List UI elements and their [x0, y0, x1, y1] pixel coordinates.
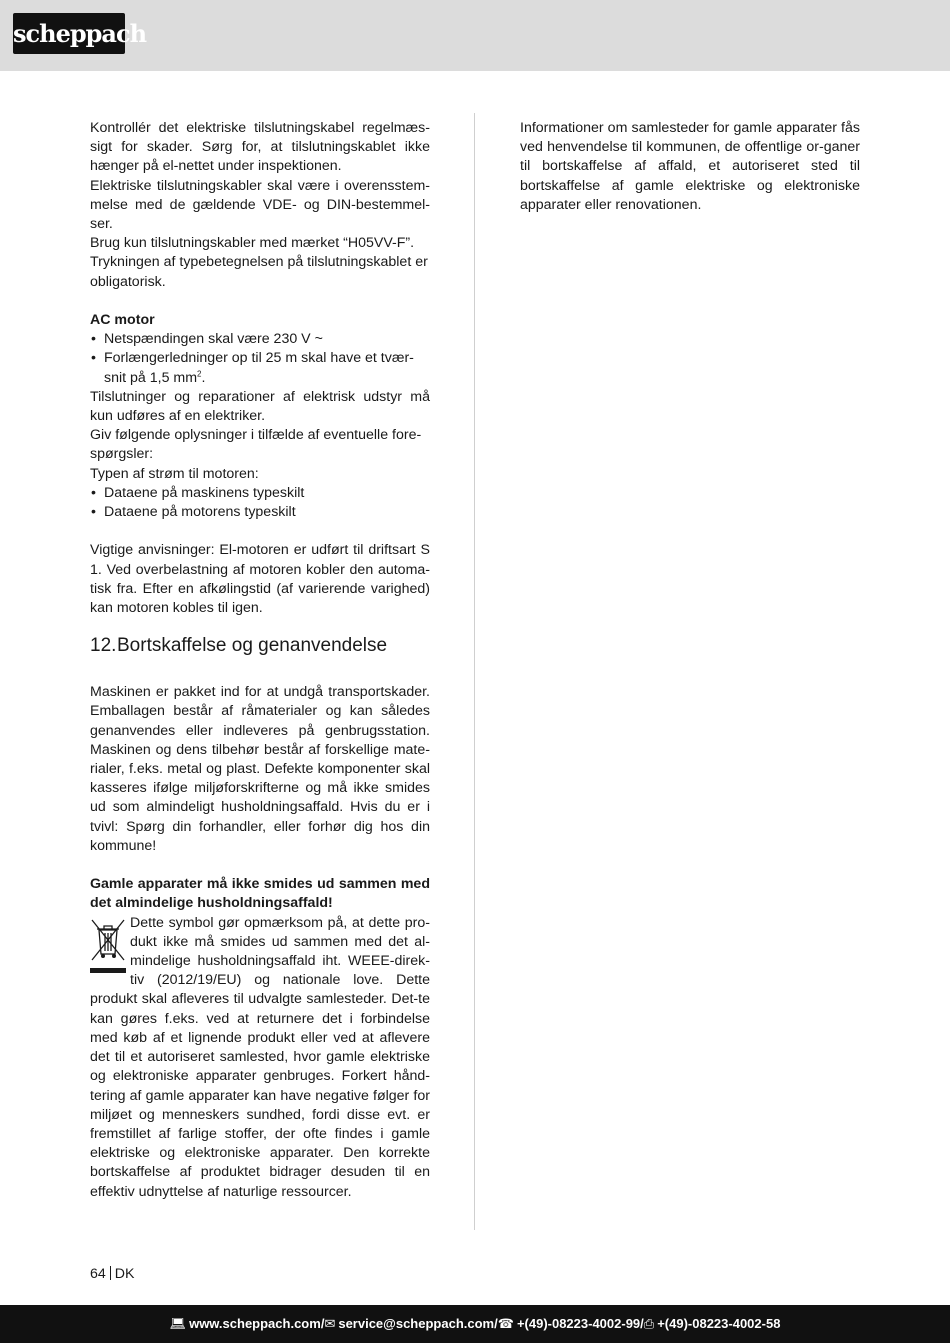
envelope-icon: ✉︎	[324, 1316, 336, 1331]
collection-info-paragraph: Informationer om samlesteder for gamle apparater fås ved henvendelse til kommunen, de offentlige or-ganer til bortskaffelse af affald, et autoriseret sted til bortskaffelse af gamle elektriske og elektroniske apparater eller renovationen.	[520, 120, 860, 213]
weee-block	[90, 914, 430, 1202]
crossed-bin-icon	[90, 916, 126, 974]
list-item: • Dataene på maskinens typeskilt	[90, 484, 430, 503]
website-link[interactable]: www.scheppach.com	[189, 1316, 321, 1331]
list-item: • Forlængerledninger op til 25 m skal have et tvær-snit på 1,5 $mm^2$.	[90, 349, 430, 387]
list-item: • Dataene på motorens typeskilt	[90, 503, 430, 522]
fax-icon: ⎙	[643, 1316, 655, 1331]
weee-heading: Gamle apparater må ikke smides ud sammen med det almindelige husholdningsaffald!	[90, 876, 430, 912]
scheppach-logo: scheppach	[13, 13, 125, 54]
phone-number: +(49)-08223-4002-99	[516, 1316, 641, 1331]
important-notes-paragraph: Vigtige anvisninger: El-motoren er udført til driftsart S 1. Ved overbelastning af motoren kobler den automa-tisk fra. Efter en afkølingstid (af varierende varighed) kan motoren kobles til igen.	[90, 542, 430, 617]
weee-paragraph: Dette symbol gør opmærksom på, at dette pro-dukt ikke må smides ud sammen med det al-mindelige husholdningsaffald iht. WEEE-direk-tiv (2012/19/EU) og nationale love. Dette produkt skal afleveres til udvalgte samlesteder. Det-te kan gøres f.eks. ved at returnere det i forbindelse med køb af et lignende produkt eller ved at aflevere det til et autoriseret samlested, hvor gamle elektriske og elektroniske apparater genbruges. Forkert hånd-tering af gamle apparater kan have negative følger for miljøet og menneskers sundhed, fordi disse evt. er fremstillet af farlige stoffer, der ofte findes i gamle elektriske og elektroniske apparater. Den korrekte bortskaffelse af produktet bidrager desuden til en effektiv udnyttelse af naturlige ressourcer.	[90, 914, 430, 1200]
right-column	[520, 119, 860, 215]
ac-motor-heading: AC motor	[90, 312, 155, 329]
computer-icon: 💻︎	[169, 1316, 187, 1331]
intro-paragraph-4: Trykningen af typebetegnelsen på tilslutningskablet er obligatorisk.	[90, 254, 428, 290]
page-header	[0, 0, 950, 71]
inquiry-paragraph: Giv følgende oplysninger i tilfælde af eventuelle fore-spørgsler:	[90, 427, 422, 463]
list-item: • Netspændingen skal være 230 V ~	[90, 330, 430, 349]
type-plate-list	[90, 484, 430, 522]
disposal-paragraph: Maskinen er pakket ind for at undgå transportskader. Emballagen består af råmaterialer og kan således genanvendes eller indleveres på genbrugsstation. Maskinen og dens tilbehør består af forskellige mate-rialer, f.eks. metal og plast. Defekte komponenter skal kasseres ifølge miljøforskrifterne og må ikke smides ud som almindeligt husholdningsaffald. Hvis du er i tvivl: Spørg din forhandler, eller forhør dig hos din kommune!	[90, 684, 430, 854]
column-divider	[474, 113, 475, 1230]
left-column	[90, 119, 430, 1202]
ac-motor-list	[90, 330, 430, 388]
contact-bar: 💻︎ www.scheppach.com/✉︎ service@scheppach.com/☎︎ +(49)-08223-4002-99/⎙ +(49)-08223-4002-58	[0, 1305, 950, 1343]
electrician-paragraph: Tilslutninger og reparationer af elektrisk udstyr må kun udføres af en elektriker.	[90, 388, 430, 425]
intro-paragraph-3: Brug kun tilslutningskabler med mærket “H05VV-F”.	[90, 235, 415, 252]
fax-number: +(49)-08223-4002-58	[657, 1316, 781, 1331]
email-link[interactable]: service@scheppach.com	[338, 1316, 495, 1331]
page-number: 64 DK	[90, 1266, 135, 1282]
intro-paragraph-1: Kontrollér det elektriske tilslutningskabel regelmæs-sigt for skader. Sørg for, at tilslutningskablet ikke hænger på el-nettet under inspektionen.	[90, 120, 430, 175]
section-12-heading: 12.Bortskaffelse og genanvendelse	[90, 635, 388, 657]
current-type-label: Typen af strøm til motoren:	[90, 465, 259, 482]
phone-icon: ☎︎	[497, 1316, 514, 1331]
intro-paragraph-2: Elektriske tilslutningskabler skal være i overensstem-melse med de gældende VDE- og DIN-bestemmel-ser.	[90, 177, 430, 233]
